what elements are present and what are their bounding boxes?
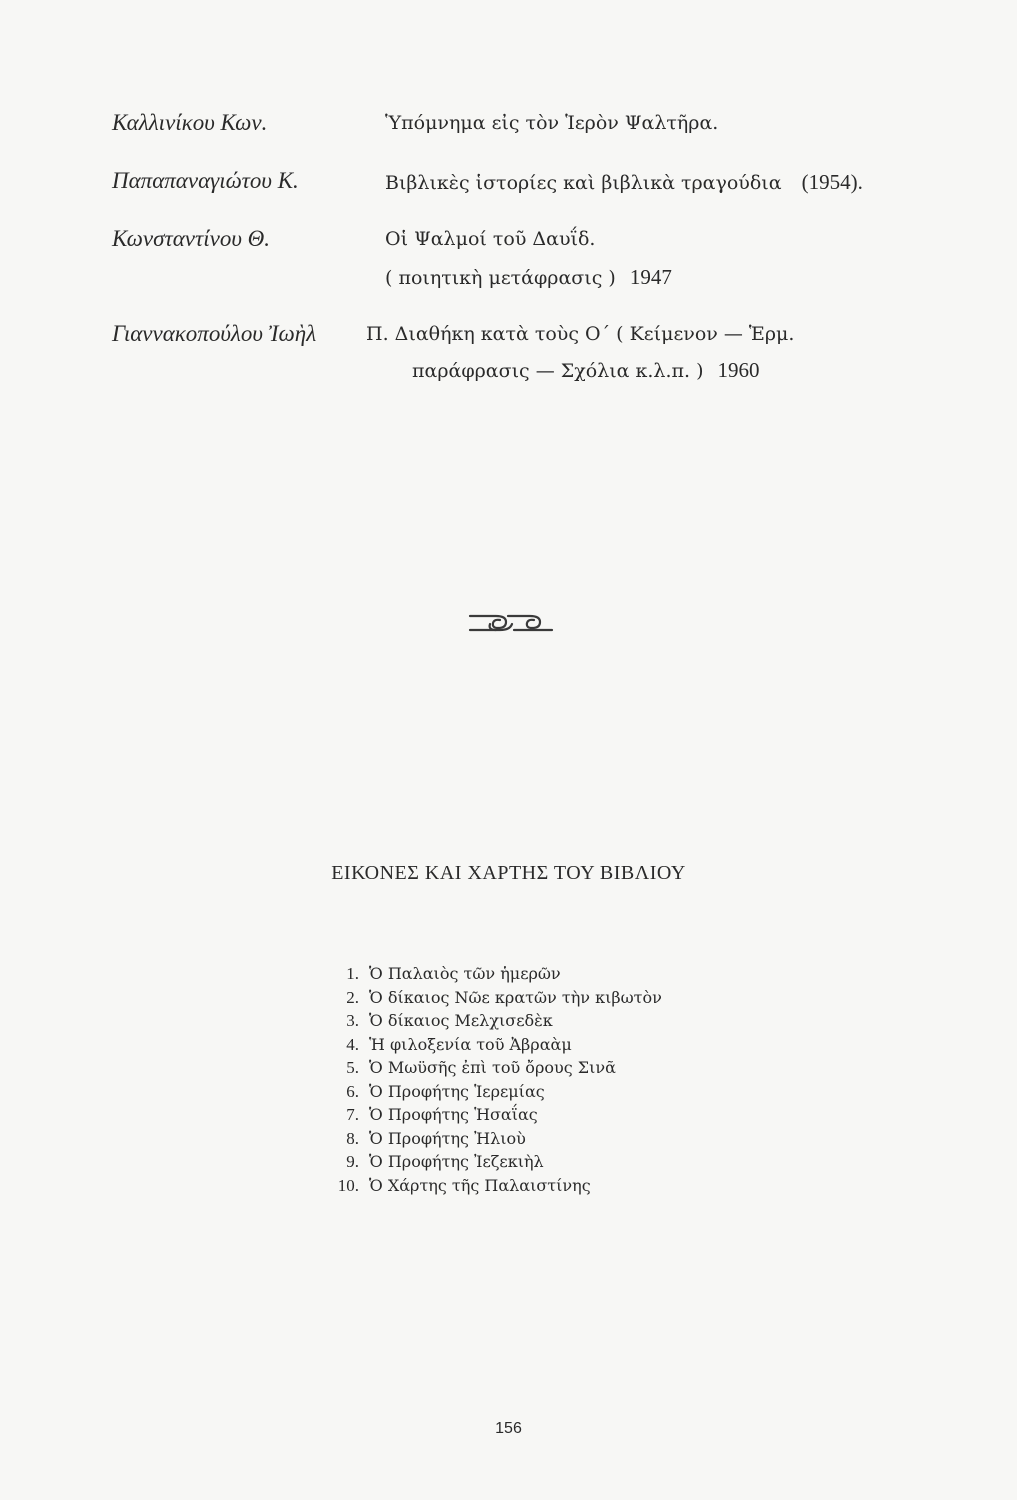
bib-title-text: παράφρασις — Σχόλια κ.λ.π. ) (412, 360, 704, 382)
list-item-text: Ὁ Προφήτης Ἠλιοὺ (369, 1128, 526, 1148)
list-item (325, 1080, 662, 1104)
list-item (325, 1150, 662, 1174)
bib-author-kallinikou: Καλλινίκου Κων. (112, 110, 268, 135)
list-item-text: Ὁ Προφήτης Ἰεζεκιὴλ (369, 1152, 544, 1171)
list-item-number: 2. (346, 987, 359, 1007)
list-item (325, 962, 662, 986)
list-item-text: Ὁ δίκαιος Νῶε κρατῶν τὴν κιβωτὸν (369, 987, 662, 1007)
bib-year-konstantinou: 1947 (629, 265, 672, 289)
list-item-number: 7. (346, 1105, 359, 1124)
bib-author-konstantinou: Κωνσταντίνου Θ. (112, 226, 270, 251)
bib-author-giannakopoulou: Γιαννακοπούλου Ἰωὴλ (112, 321, 317, 346)
list-item (325, 1127, 662, 1151)
bib-year-papapanagiotou: (1954). (801, 170, 863, 194)
list-item-number: 3. (346, 1011, 359, 1030)
list-item-number: 4. (346, 1034, 359, 1054)
bib-title-text: ( ποιητικὴ μετάφρασις ) (385, 267, 616, 289)
list-item-number: 8. (346, 1128, 359, 1148)
list-item-number: 1. (346, 964, 359, 983)
illustration-list (325, 962, 662, 1197)
list-item-text: Ὁ Παλαιὸς τῶν ἡμερῶν (369, 964, 561, 983)
bib-title-konstantinou-line2 (385, 265, 672, 290)
page-number: 156 (495, 1420, 522, 1437)
bib-title-text: Βιβλικὲς ἱστορίες καὶ βιβλικὰ τραγούδια (385, 172, 782, 194)
list-item-number: 6. (346, 1081, 359, 1101)
list-item-text: Ἡ φιλοξενία τοῦ Ἀβραὰμ (369, 1034, 572, 1054)
list-item-text: Ὁ δίκαιος Μελχισεδὲκ (369, 1011, 553, 1030)
scroll-ornament-icon (466, 612, 556, 634)
section-heading: ΕΙΚΟΝΕΣ ΚΑΙ ΧΑΡΤΗΣ ΤΟΥ ΒΙΒΛΙΟΥ (331, 862, 686, 884)
bib-author-papapanagiotou: Παπαπαναγιώτου Κ. (112, 168, 299, 193)
list-item-text: Ὁ Προφήτης Ἡσαΐας (369, 1105, 538, 1124)
list-item-text: Ὁ Προφήτης Ἱερεμίας (369, 1081, 545, 1101)
bib-title-konstantinou: Οἱ Ψαλμοί τοῦ Δαυΐδ. (385, 228, 596, 250)
bib-title-papapanagiotou (385, 170, 863, 195)
list-item-text: Ὁ Μωϋσῆς ἐπὶ τοῦ ὄρους Σινᾶ (369, 1058, 616, 1077)
list-item (325, 1103, 662, 1127)
bib-title-kallinikou: Ὑπόμνημα εἰς τὸν Ἱερὸν Ψαλτῆρα. (385, 112, 719, 134)
bib-title-giannakopoulou-line2 (412, 358, 760, 383)
list-item (325, 1033, 662, 1057)
bib-title-giannakopoulou: Π. Διαθήκη κατὰ τοὺς Ο΄ ( Κείμενον — Ἑρμ. (366, 323, 795, 345)
list-item (325, 1174, 662, 1198)
list-item (325, 1009, 662, 1033)
list-item (325, 1056, 662, 1080)
list-item (325, 986, 662, 1010)
list-item-number: 9. (346, 1152, 359, 1171)
bib-year-giannakopoulou: 1960 (717, 358, 760, 382)
list-item-number: 5. (346, 1058, 359, 1077)
list-item-number: 10. (337, 1175, 359, 1195)
list-item-text: Ὁ Χάρτης τῆς Παλαιστίνης (369, 1175, 591, 1195)
